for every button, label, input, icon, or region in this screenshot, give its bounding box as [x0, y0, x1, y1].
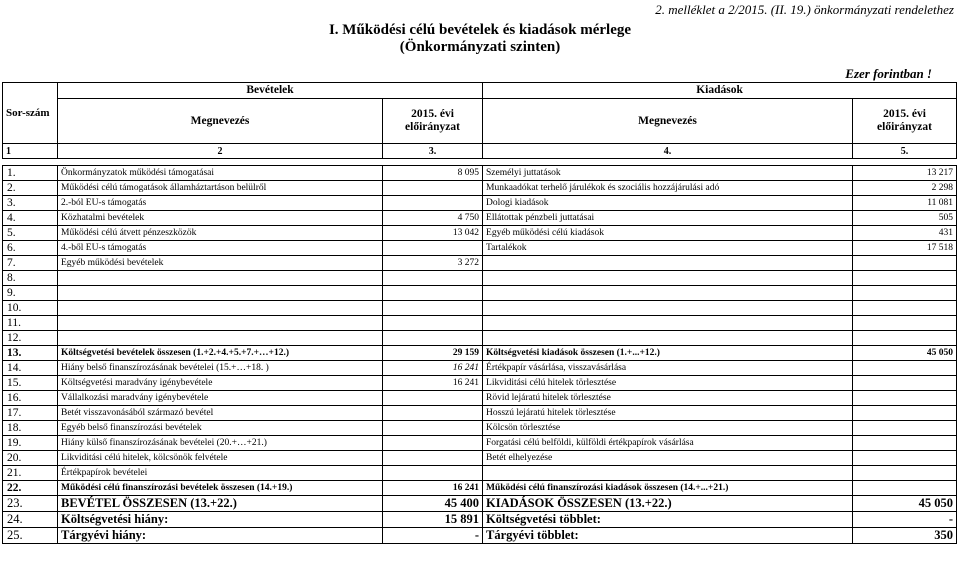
- title-line-2: (Önkormányzati szinten): [399, 39, 561, 55]
- row-number: 6.: [3, 241, 58, 256]
- revenue-name: Költségvetési maradvány igénybevétele: [58, 376, 383, 391]
- revenue-name: 2.-ból EU-s támogatás: [58, 196, 383, 211]
- expense-name: Rövid lejáratú hitelek törlesztése: [483, 391, 853, 406]
- header-eloirany-left: 2015. évi előirányzat: [383, 99, 483, 144]
- revenue-name: [58, 316, 383, 331]
- page-title: [300, 22, 660, 56]
- revenue-value: 4 750: [383, 211, 483, 226]
- column-number-3: 3.: [383, 144, 483, 159]
- revenue-name: Hiány külső finanszírozásának bevételei (20.+…+21.): [58, 436, 383, 451]
- expense-value: 45 050: [853, 496, 957, 512]
- expense-name: Működési célú finanszírozási kiadások összesen (14.+...+21.): [483, 481, 853, 496]
- row-number: 21.: [3, 466, 58, 481]
- expense-name: [483, 466, 853, 481]
- row-number: 17.: [3, 406, 58, 421]
- row-number: 23.: [3, 496, 58, 512]
- expense-name: Munkaadókat terhelő járulékok és szociális hozzájárulási adó: [483, 181, 853, 196]
- revenue-name: Működési célú finanszírozási bevételek összesen (14.+19.): [58, 481, 383, 496]
- expense-name: [483, 256, 853, 271]
- expense-name: [483, 271, 853, 286]
- expense-name: Személyi juttatások: [483, 166, 853, 181]
- revenue-name: Egyéb működési bevételek: [58, 256, 383, 271]
- row-number: 19.: [3, 436, 58, 451]
- revenue-value: 16 241: [383, 481, 483, 496]
- expense-name: Tárgyévi többlet:: [483, 528, 853, 544]
- revenue-name: [58, 301, 383, 316]
- header-sorszam: Sor-szám: [3, 83, 58, 144]
- expense-value: [853, 331, 957, 346]
- row-number: 15.: [3, 376, 58, 391]
- revenue-value: [383, 436, 483, 451]
- revenue-name: Költségvetési hiány:: [58, 512, 383, 528]
- expense-value: 45 050: [853, 346, 957, 361]
- column-number-5: 5.: [853, 144, 957, 159]
- expense-value: [853, 361, 957, 376]
- revenue-value: 29 159: [383, 346, 483, 361]
- spacer-row: [3, 159, 957, 166]
- table-row: [3, 256, 957, 271]
- appendix-note: 2. melléklet a 2/2015. (II. 19.) önkormányzati rendelethez: [655, 2, 954, 17]
- row-number: 9.: [3, 286, 58, 301]
- revenue-name: Tárgyévi hiány:: [58, 528, 383, 544]
- revenue-value: [383, 316, 483, 331]
- expense-name: Hosszú lejáratú hitelek törlesztése: [483, 406, 853, 421]
- table-row-summary: [3, 496, 957, 512]
- expense-value: -: [853, 512, 957, 528]
- title-line-1: I. Működési célú bevételek és kiadások mérlege: [328, 22, 632, 38]
- unit-label: Ezer forintban !: [845, 66, 932, 81]
- row-number: 7.: [3, 256, 58, 271]
- header-bevetelek: Bevételek: [58, 83, 483, 99]
- revenue-name: Egyéb belső finanszírozási bevételek: [58, 421, 383, 436]
- table-row: [3, 241, 957, 256]
- expense-value: 13 217: [853, 166, 957, 181]
- row-number: 20.: [3, 451, 58, 466]
- row-number: 22.: [3, 481, 58, 496]
- header-row-numbers: [3, 144, 957, 159]
- expense-name: Ellátottak pénzbeli juttatásai: [483, 211, 853, 226]
- balance-table: [2, 82, 957, 544]
- table-row: [3, 451, 957, 466]
- revenue-name: Közhatalmi bevételek: [58, 211, 383, 226]
- spacer: [3, 159, 957, 166]
- column-number-4: 4.: [483, 144, 853, 159]
- revenue-name: [58, 331, 383, 346]
- revenue-value: [383, 286, 483, 301]
- table-row: [3, 331, 957, 346]
- expense-value: 2 298: [853, 181, 957, 196]
- expense-value: 17 518: [853, 241, 957, 256]
- expense-name: Kölcsön törlesztése: [483, 421, 853, 436]
- revenue-value: [383, 331, 483, 346]
- table-row: [3, 361, 957, 376]
- header-megnevezes-right: Megnevezés: [483, 99, 853, 144]
- table-row: [3, 181, 957, 196]
- revenue-value: 3 272: [383, 256, 483, 271]
- table-row: [3, 391, 957, 406]
- expense-name: [483, 316, 853, 331]
- expense-value: [853, 301, 957, 316]
- expense-value: [853, 451, 957, 466]
- table-row: [3, 376, 957, 391]
- revenue-value: [383, 301, 483, 316]
- revenue-name: Működési célú átvett pénzeszközök: [58, 226, 383, 241]
- revenue-value: [383, 181, 483, 196]
- row-number: 12.: [3, 331, 58, 346]
- expense-name: Likviditási célú hitelek törlesztése: [483, 376, 853, 391]
- revenue-value: [383, 196, 483, 211]
- revenue-name: Költségvetési bevételek összesen (1.+2.+4.+5.+7.+…+12.): [58, 346, 383, 361]
- table-row: [3, 286, 957, 301]
- revenue-name: [58, 286, 383, 301]
- expense-value: [853, 406, 957, 421]
- revenue-value: [383, 241, 483, 256]
- expense-value: 505: [853, 211, 957, 226]
- row-number: 10.: [3, 301, 58, 316]
- table-row: [3, 316, 957, 331]
- table-row: [3, 271, 957, 286]
- table-row: [3, 436, 957, 451]
- revenue-value: [383, 466, 483, 481]
- expense-name: Forgatási célú belföldi, külföldi értékpapírok vásárlása: [483, 436, 853, 451]
- table-row: [3, 466, 957, 481]
- row-number: 18.: [3, 421, 58, 436]
- row-number: 14.: [3, 361, 58, 376]
- table-row: [3, 301, 957, 316]
- row-number: 4.: [3, 211, 58, 226]
- row-number: 13.: [3, 346, 58, 361]
- revenue-value: 45 400: [383, 496, 483, 512]
- row-number: 24.: [3, 512, 58, 528]
- expense-name: KIADÁSOK ÖSSZESEN (13.+22.): [483, 496, 853, 512]
- table-row: [3, 406, 957, 421]
- revenue-value: [383, 406, 483, 421]
- expense-value: [853, 466, 957, 481]
- revenue-name: Hiány belső finanszírozásának bevételei (15.+…+18. ): [58, 361, 383, 376]
- row-number: 5.: [3, 226, 58, 241]
- header-row-sections: [3, 83, 957, 99]
- row-number: 11.: [3, 316, 58, 331]
- expense-value: [853, 286, 957, 301]
- expense-name: Tartalékok: [483, 241, 853, 256]
- revenue-name: BEVÉTEL ÖSSZESEN (13.+22.): [58, 496, 383, 512]
- revenue-value: [383, 421, 483, 436]
- revenue-name: [58, 271, 383, 286]
- revenue-value: 8 095: [383, 166, 483, 181]
- header-row-columns: [3, 99, 957, 144]
- header-megnevezes-left: Megnevezés: [58, 99, 383, 144]
- revenue-value: 13 042: [383, 226, 483, 241]
- expense-value: [853, 421, 957, 436]
- revenue-value: 16 241: [383, 361, 483, 376]
- row-number: 25.: [3, 528, 58, 544]
- expense-name: Egyéb működési célú kiadások: [483, 226, 853, 241]
- expense-name: [483, 286, 853, 301]
- revenue-name: Vállalkozási maradvány igénybevétele: [58, 391, 383, 406]
- column-number-2: 2: [58, 144, 383, 159]
- expense-value: [853, 436, 957, 451]
- revenue-name: Önkormányzatok működési támogatásai: [58, 166, 383, 181]
- expense-name: Költségvetési kiadások összesen (1.+...+12.): [483, 346, 853, 361]
- revenue-name: 4.-ből EU-s támogatás: [58, 241, 383, 256]
- expense-value: [853, 376, 957, 391]
- expense-name: Betét elhelyezése: [483, 451, 853, 466]
- revenue-name: Likviditási célú hitelek, kölcsönök felvétele: [58, 451, 383, 466]
- expense-name: Dologi kiadások: [483, 196, 853, 211]
- table-row: [3, 166, 957, 181]
- revenue-value: [383, 271, 483, 286]
- expense-name: Értékpapír vásárlása, visszavásárlása: [483, 361, 853, 376]
- table-row: [3, 421, 957, 436]
- table-row-summary: [3, 512, 957, 528]
- expense-value: 11 081: [853, 196, 957, 211]
- revenue-value: 15 891: [383, 512, 483, 528]
- expense-value: [853, 256, 957, 271]
- row-number: 16.: [3, 391, 58, 406]
- row-number: 3.: [3, 196, 58, 211]
- expense-name: [483, 301, 853, 316]
- revenue-name: Értékpapírok bevételei: [58, 466, 383, 481]
- revenue-name: Betét visszavonásából származó bevétel: [58, 406, 383, 421]
- expense-name: [483, 331, 853, 346]
- expense-value: 350: [853, 528, 957, 544]
- expense-value: [853, 316, 957, 331]
- table-row: [3, 211, 957, 226]
- header-eloirany-right: 2015. évi előirányzat: [853, 99, 957, 144]
- row-number: 1.: [3, 166, 58, 181]
- table-row-total-financing: [3, 481, 957, 496]
- column-number-1: 1: [3, 144, 58, 159]
- expense-value: [853, 271, 957, 286]
- revenue-value: 16 241: [383, 376, 483, 391]
- table-row-total-budget: [3, 346, 957, 361]
- expense-value: [853, 481, 957, 496]
- expense-value: [853, 391, 957, 406]
- expense-value: 431: [853, 226, 957, 241]
- revenue-value: [383, 451, 483, 466]
- expense-name: Költségvetési többlet:: [483, 512, 853, 528]
- revenue-value: [383, 391, 483, 406]
- table-row-summary: [3, 528, 957, 544]
- header-kiadasok: Kiadások: [483, 83, 957, 99]
- revenue-value: -: [383, 528, 483, 544]
- table-row: [3, 196, 957, 211]
- row-number: 2.: [3, 181, 58, 196]
- row-number: 8.: [3, 271, 58, 286]
- table-row: [3, 226, 957, 241]
- revenue-name: Működési célú támogatások államháztartáson belülről: [58, 181, 383, 196]
